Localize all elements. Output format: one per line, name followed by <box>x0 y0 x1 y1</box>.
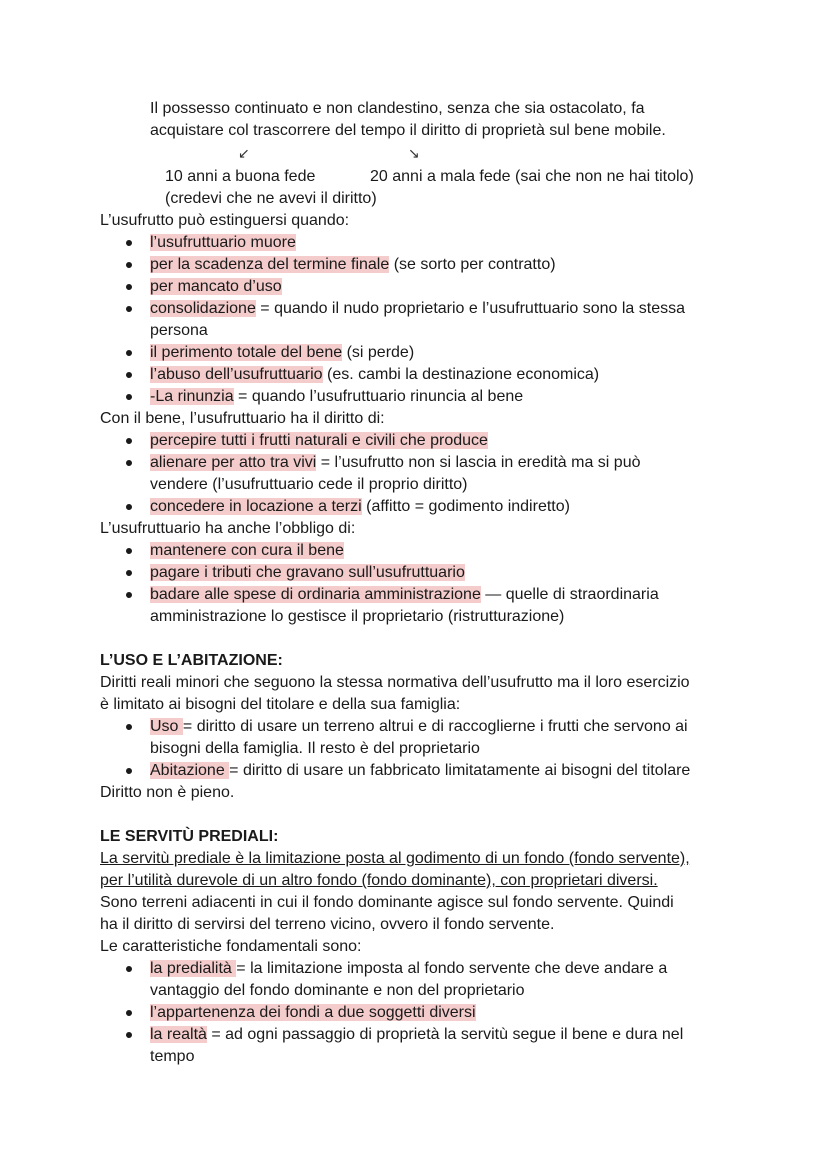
bullet-icon <box>126 548 132 554</box>
servitu-paragraph-3: Le caratteristiche fondamentali sono: <box>100 938 362 955</box>
servitu-item-3: la realtà = ad ogni passaggio di proprietà la servitù segue il bene e dura nel <box>150 1026 684 1043</box>
uso-paragraph-1: Diritti reali minori che seguono la stessa normativa dell’usufrutto ma il loro esercizio <box>100 674 690 691</box>
uso-title: L’USO E L’ABITAZIONE: <box>100 652 283 669</box>
diritti-item-1: percepire tutti i frutti naturali e civili che produce <box>150 432 488 449</box>
diritti-heading: Con il bene, l’usufruttuario ha il diritto di: <box>100 410 385 427</box>
good-faith-note: (credevi che ne avevi il diritto) <box>165 190 377 207</box>
servitu-definition-1: La servitù prediale è la limitazione posta al godimento di un fondo (fondo servente), <box>100 850 690 867</box>
bullet-icon <box>126 350 132 356</box>
servitu-title: LE SERVITÙ PREDIALI: <box>100 828 279 845</box>
intro-line-1: Il possesso continuato e non clandestino, senza che sia ostacolato, fa <box>150 100 645 117</box>
diritti-item-2: alienare per atto tra vivi = l’usufrutto non si lascia in eredità ma si può <box>150 454 641 471</box>
servitu-paragraph-2: ha il diritto di servirsi del terreno vicino, ovvero il fondo servente. <box>100 916 555 933</box>
bad-faith-text: 20 anni a mala fede (sai che non ne hai titolo) <box>370 168 694 185</box>
servitu-paragraph-1: Sono terreni adiacenti in cui il fondo dominante agisce sul fondo servente. Quindi <box>100 894 674 911</box>
obblighi-heading: L’usufruttuario ha anche l’obbligo di: <box>100 520 356 537</box>
estinzione-item-3: per mancato d’uso <box>150 278 282 295</box>
obblighi-item-1: mantenere con cura il bene <box>150 542 344 559</box>
estinzione-heading: L’usufrutto può estinguersi quando: <box>100 212 350 229</box>
bullet-icon <box>126 262 132 268</box>
estinzione-item-4: consolidazione = quando il nudo proprietario e l’usufruttuario sono la stessa <box>150 300 686 317</box>
bullet-icon <box>126 1010 132 1016</box>
servitu-item-1: la predialità = la limitazione imposta al fondo servente che deve andare a <box>150 960 668 977</box>
diritti-item-2-cont: vendere (l’usufruttuario cede il proprio diritto) <box>150 476 468 493</box>
estinzione-item-5: il perimento totale del bene (si perde) <box>150 344 415 361</box>
estinzione-item-4-cont: persona <box>150 322 208 339</box>
bullet-icon <box>126 570 132 576</box>
good-faith-text: 10 anni a buona fede <box>165 168 316 185</box>
obblighi-item-3: badare alle spese di ordinaria amministrazione — quelle di straordinaria <box>150 586 659 603</box>
bullet-icon <box>126 592 132 598</box>
arrow-down-right-icon: ↘ <box>408 145 420 161</box>
bullet-icon <box>126 306 132 312</box>
bullet-icon <box>126 504 132 510</box>
servitu-item-3-cont: tempo <box>150 1048 195 1065</box>
estinzione-item-2: per la scadenza del termine finale (se sorto per contratto) <box>150 256 556 273</box>
uso-paragraph-3: Diritto non è pieno. <box>100 784 235 801</box>
bullet-icon <box>126 372 132 378</box>
intro-line-2: acquistare col trascorrere del tempo il diritto di proprietà sul bene mobile. <box>150 122 666 139</box>
bullet-icon <box>126 284 132 290</box>
uso-paragraph-2: è limitato ai bisogni del titolare e della sua famiglia: <box>100 696 461 713</box>
obblighi-item-2: pagare i tributi che gravano sull’usufruttuario <box>150 564 465 581</box>
bullet-icon <box>126 768 132 774</box>
arrow-down-left-icon: ↙ <box>238 145 250 161</box>
uso-item-1: Uso = diritto di usare un terreno altrui e di raccoglierne i frutti che servono ai <box>150 718 688 735</box>
uso-item-1-cont: bisogni della famiglia. Il resto è del proprietario <box>150 740 480 757</box>
bullet-icon <box>126 438 132 444</box>
bullet-icon <box>126 460 132 466</box>
uso-item-2: Abitazione = diritto di usare un fabbricato limitatamente ai bisogni del titolare <box>150 762 691 779</box>
estinzione-item-1: l’usufruttuario muore <box>150 234 296 251</box>
bullet-icon <box>126 966 132 972</box>
obblighi-item-3-cont: amministrazione lo gestisce il proprietario (ristrutturazione) <box>150 608 565 625</box>
bullet-icon <box>126 724 132 730</box>
estinzione-item-7: -La rinunzia = quando l’usufruttuario rinuncia al bene <box>150 388 524 405</box>
diritti-item-3: concedere in locazione a terzi (affitto = godimento indiretto) <box>150 498 570 515</box>
servitu-definition-2: per l’utilità durevole di un altro fondo (fondo dominante), con proprietari diversi. <box>100 872 658 889</box>
bullet-icon <box>126 1032 132 1038</box>
servitu-item-1-cont: vantaggio del fondo dominante e non del proprietario <box>150 982 525 999</box>
estinzione-item-6: l’abuso dell’usufruttuario (es. cambi la destinazione economica) <box>150 366 600 383</box>
bullet-icon <box>126 394 132 400</box>
bullet-icon <box>126 240 132 246</box>
servitu-item-2: l’appartenenza dei fondi a due soggetti diversi <box>150 1004 476 1021</box>
